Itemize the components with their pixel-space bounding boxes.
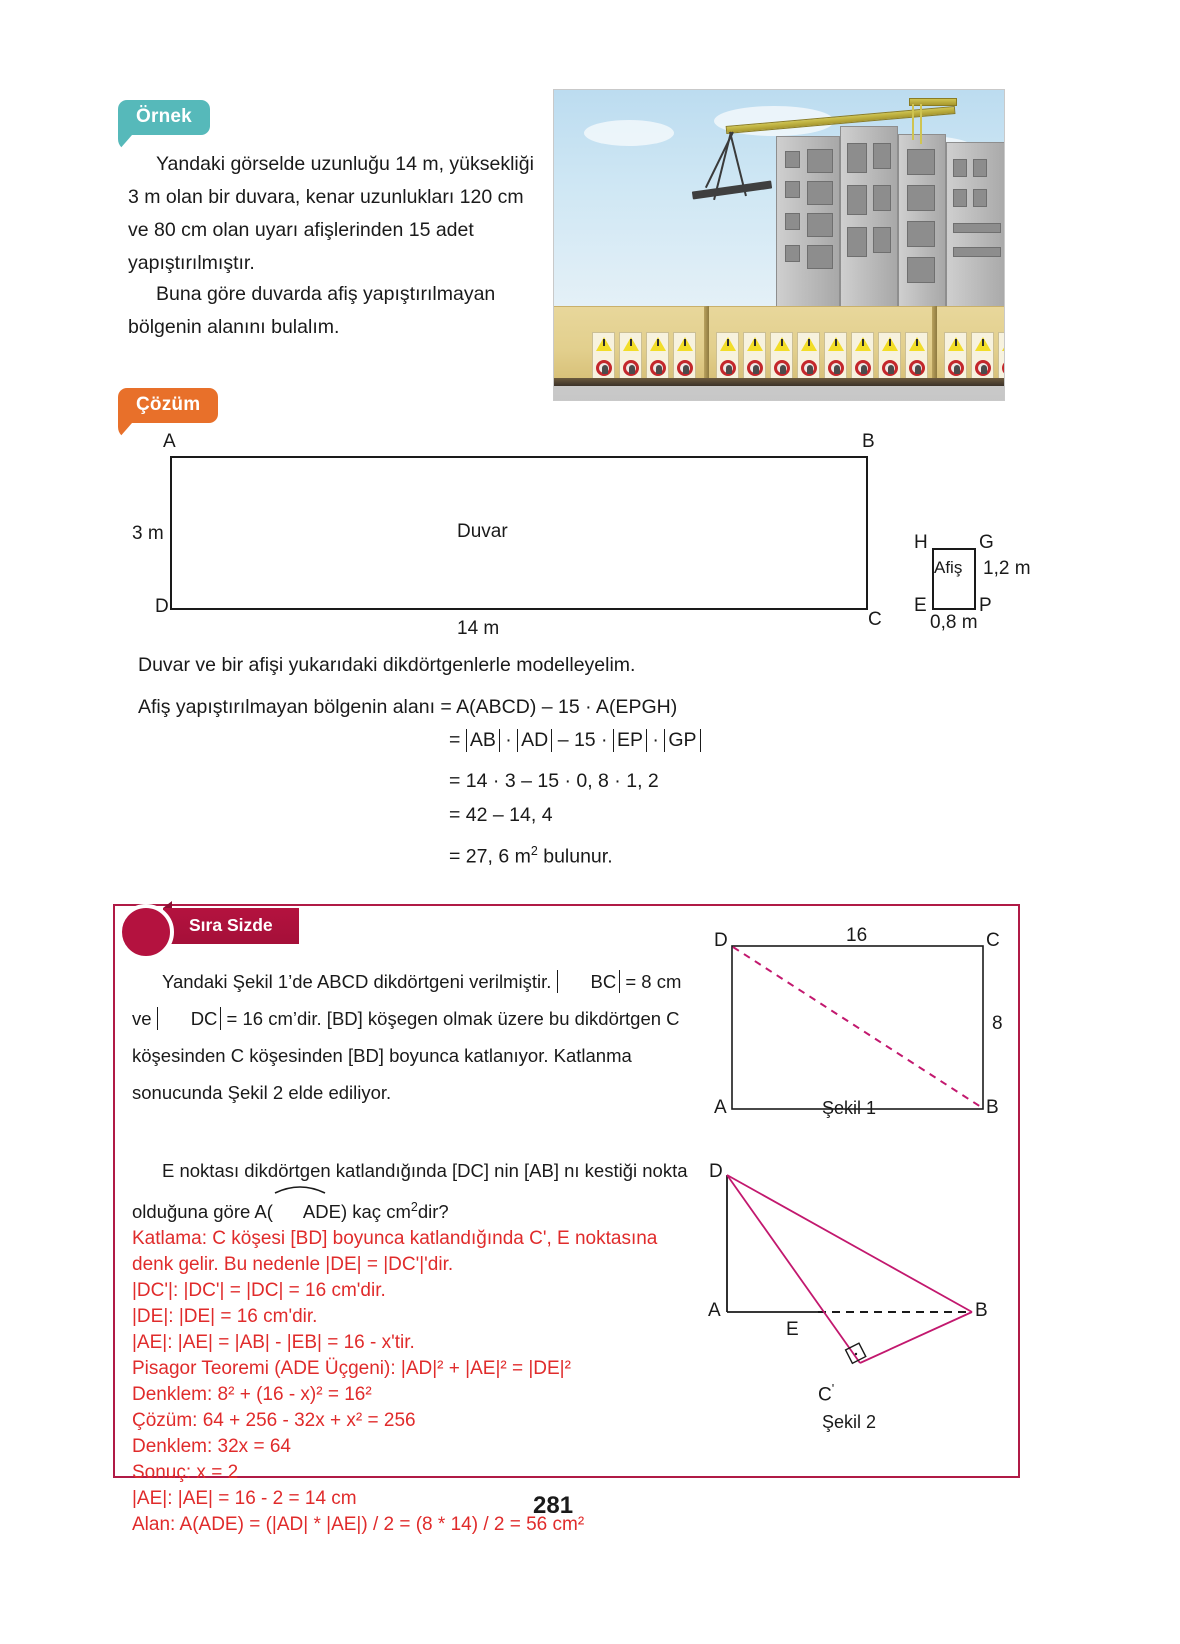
warning-poster: [971, 332, 994, 381]
warning-poster: [743, 332, 766, 381]
result-suffix: bulunur.: [543, 845, 613, 868]
road: [554, 386, 1004, 401]
construction-site-illustration: [553, 89, 1005, 401]
red-solution-line: |AE|: |AE| = |AB| - |EB| = 16 - x'tir.: [132, 1332, 415, 1353]
sekil2-vertex-c-prime: [818, 1381, 834, 1406]
page-number: 281: [533, 1492, 574, 1519]
wall-post: [932, 306, 937, 378]
vertex-label-b: B: [862, 431, 875, 452]
ornek-tab-label: Örnek: [118, 100, 210, 135]
sekil1-caption: Şekil 1: [822, 1098, 877, 1118]
arc-ade-label: ADE: [302, 1201, 341, 1223]
red-solution-line: Denklem: 32x = 64: [132, 1436, 291, 1457]
wall-rectangle-abcd: [170, 456, 868, 610]
red-solution-line: Sonuç: x = 2: [132, 1462, 239, 1483]
cozum-step-3: = 14 · 3 – 15 · 0, 8 · 1, 2: [449, 770, 659, 792]
red-solution-line: Pisagor Teoremi (ADE Üçgeni): |AD|² + |AE|² = |DE|²: [132, 1358, 571, 1379]
sekil1-right-length: 8: [992, 1013, 1003, 1034]
ornek-paragraph-1: Yandaki görselde uzunluğu 14 m, yüksekliği 3 m olan bir duvara, kenar uzunlukları 120 cm ve 80 cm olan uyarı afişlerinden 15 adet yapıştırılmıştır.: [128, 153, 534, 274]
q1-text-a: Yandaki Şekil 1’de ABCD dikdörtgeni verilmiştir.: [162, 971, 557, 992]
sekil2-vertex-e: E: [786, 1319, 799, 1340]
wall-height-label: 3 m: [132, 523, 164, 544]
sira-question-1: [132, 963, 692, 1111]
cozum-tab-label: Çözüm: [118, 388, 218, 423]
cozum-step-2: [449, 725, 701, 755]
sekil-1-figure: [731, 945, 984, 1110]
vertex-label-d: D: [155, 596, 169, 617]
sekil2-vertex-b: B: [975, 1300, 988, 1321]
red-solution-line: |DE|: |DE| = 16 cm'dir.: [132, 1306, 318, 1327]
warning-poster: [770, 332, 793, 381]
warning-poster: [944, 332, 967, 381]
ornek-paragraph-2: Buna göre duvarda afiş yapıştırılmayan bölgenin alanını bulalım.: [128, 283, 496, 338]
warning-poster: [824, 332, 847, 381]
red-solution-line: |AE|: |AE| = 16 - 2 = 14 cm: [132, 1488, 357, 1509]
sekil2-vertex-d: D: [709, 1161, 723, 1182]
segment-ad: AD: [517, 729, 552, 752]
vertex-label-g: G: [979, 532, 994, 553]
red-solution-line: Alan: A(ADE) = (|AD| * |AE|) / 2 = (8 * 14) / 2 = 56 cm²: [132, 1514, 585, 1535]
dot-operator: ·: [652, 729, 659, 751]
wall-post: [704, 306, 709, 378]
warning-poster: [716, 332, 739, 381]
vertex-label-a: A: [163, 431, 176, 452]
red-solution-line: denk gelir. Bu nedenle |DE| = |DC'|'dir.: [132, 1254, 454, 1275]
minus-15-term: – 15 ·: [557, 729, 608, 751]
red-solution-line: |DC'|: |DC'| = |DC| = 16 cm'dir.: [132, 1280, 386, 1301]
sekil2-caption: Şekil 2: [822, 1412, 877, 1432]
cloud-icon: [584, 120, 674, 146]
q2-text-b: ) kaç cm: [340, 1201, 411, 1223]
cozum-step-5: [449, 836, 613, 872]
warning-poster: [592, 332, 615, 381]
building-shape: [898, 134, 946, 308]
building-shape: [776, 136, 840, 308]
q1-text-c: = 16 cm’dir. [BD] köşegen olmak üzere bu dikdörtgen C köşesinden C köşesinden [BD] boyunca katlanıyor. Katlanma sonucunda Şekil 2 elde ediliyor.: [132, 1008, 680, 1103]
red-solution-line: Denklem: 8² + (16 - x)² = 16²: [132, 1384, 372, 1405]
cozum-step-1: Afiş yapıştırılmayan bölgenin alanı = A(ABCD) – 15 · A(EPGH): [138, 696, 678, 718]
sekil1-vertex-d: D: [714, 930, 728, 951]
segment-bc: BC: [557, 970, 621, 993]
q2-text-c: dir?: [417, 1201, 449, 1223]
segment-dc: DC: [157, 1007, 222, 1030]
sekil2-c-label: C: [818, 1384, 832, 1406]
warning-poster: [673, 332, 696, 381]
sira-sizde-tab-label: Sıra Sizde: [163, 908, 299, 944]
vertex-label-c: C: [868, 609, 882, 630]
sekil1-vertex-b: B: [986, 1097, 999, 1118]
sekil2-vertex-a: A: [708, 1300, 721, 1321]
q2-text-a: E noktası dikdörtgen katlandığında [DC] nin [AB] nı kestiği nokta olduğuna göre A(: [132, 1160, 688, 1223]
vertex-label-h: H: [914, 532, 928, 553]
vertex-label-e: E: [914, 595, 927, 616]
red-solution-line: Katlama: C köşesi [BD] boyunca katlandığında C', E noktasına: [132, 1228, 658, 1249]
dot-operator: ·: [505, 729, 512, 751]
warning-poster: [878, 332, 901, 381]
warning-poster: [646, 332, 669, 381]
arc-ade: [273, 1193, 341, 1230]
warning-poster: [851, 332, 874, 381]
segment-gp: GP: [664, 729, 700, 752]
equals-sign: =: [449, 729, 461, 751]
segment-ep: EP: [613, 729, 647, 752]
cozum-sentence: Duvar ve bir afişi yukarıdaki dikdörtgenlerle modelleyelim.: [138, 654, 636, 676]
vertex-label-p: P: [979, 595, 992, 616]
warning-poster: [797, 332, 820, 381]
wall-inner-label: Duvar: [457, 521, 508, 542]
building-shape: [946, 142, 1005, 308]
sira-question-2: [132, 1152, 692, 1230]
sekil1-top-length: 16: [846, 925, 868, 946]
segment-ab: AB: [466, 729, 500, 752]
building-shape: [840, 126, 898, 308]
red-solution-line: Çözüm: 64 + 256 - 32x + x² = 256: [132, 1410, 416, 1431]
sekil1-vertex-a: A: [714, 1097, 727, 1118]
warning-poster: [619, 332, 642, 381]
q1-text-b: = 8 cm ve: [132, 971, 682, 1029]
warning-poster: [998, 332, 1005, 381]
square-exponent: 2: [530, 844, 538, 858]
poster-height-label: 1,2 m: [983, 558, 1031, 579]
prime-mark: ': [831, 1381, 835, 1396]
sira-sizde-bullet-icon: [118, 904, 174, 960]
q2-exponent: 2: [410, 1200, 418, 1214]
crane-cable: [912, 104, 914, 140]
result-value: = 27, 6 m: [449, 845, 531, 868]
poster-width-label: 0,8 m: [930, 612, 978, 633]
sekil1-vertex-c: C: [986, 930, 1000, 951]
cozum-step-4: = 42 – 14, 4: [449, 804, 553, 826]
wall-width-label: 14 m: [457, 618, 500, 639]
curb: [554, 378, 1004, 386]
warning-poster: [905, 332, 928, 381]
crane-counterweight-icon: [909, 98, 957, 106]
crane-cable: [920, 104, 922, 144]
poster-inner-label: Afiş: [934, 558, 963, 577]
